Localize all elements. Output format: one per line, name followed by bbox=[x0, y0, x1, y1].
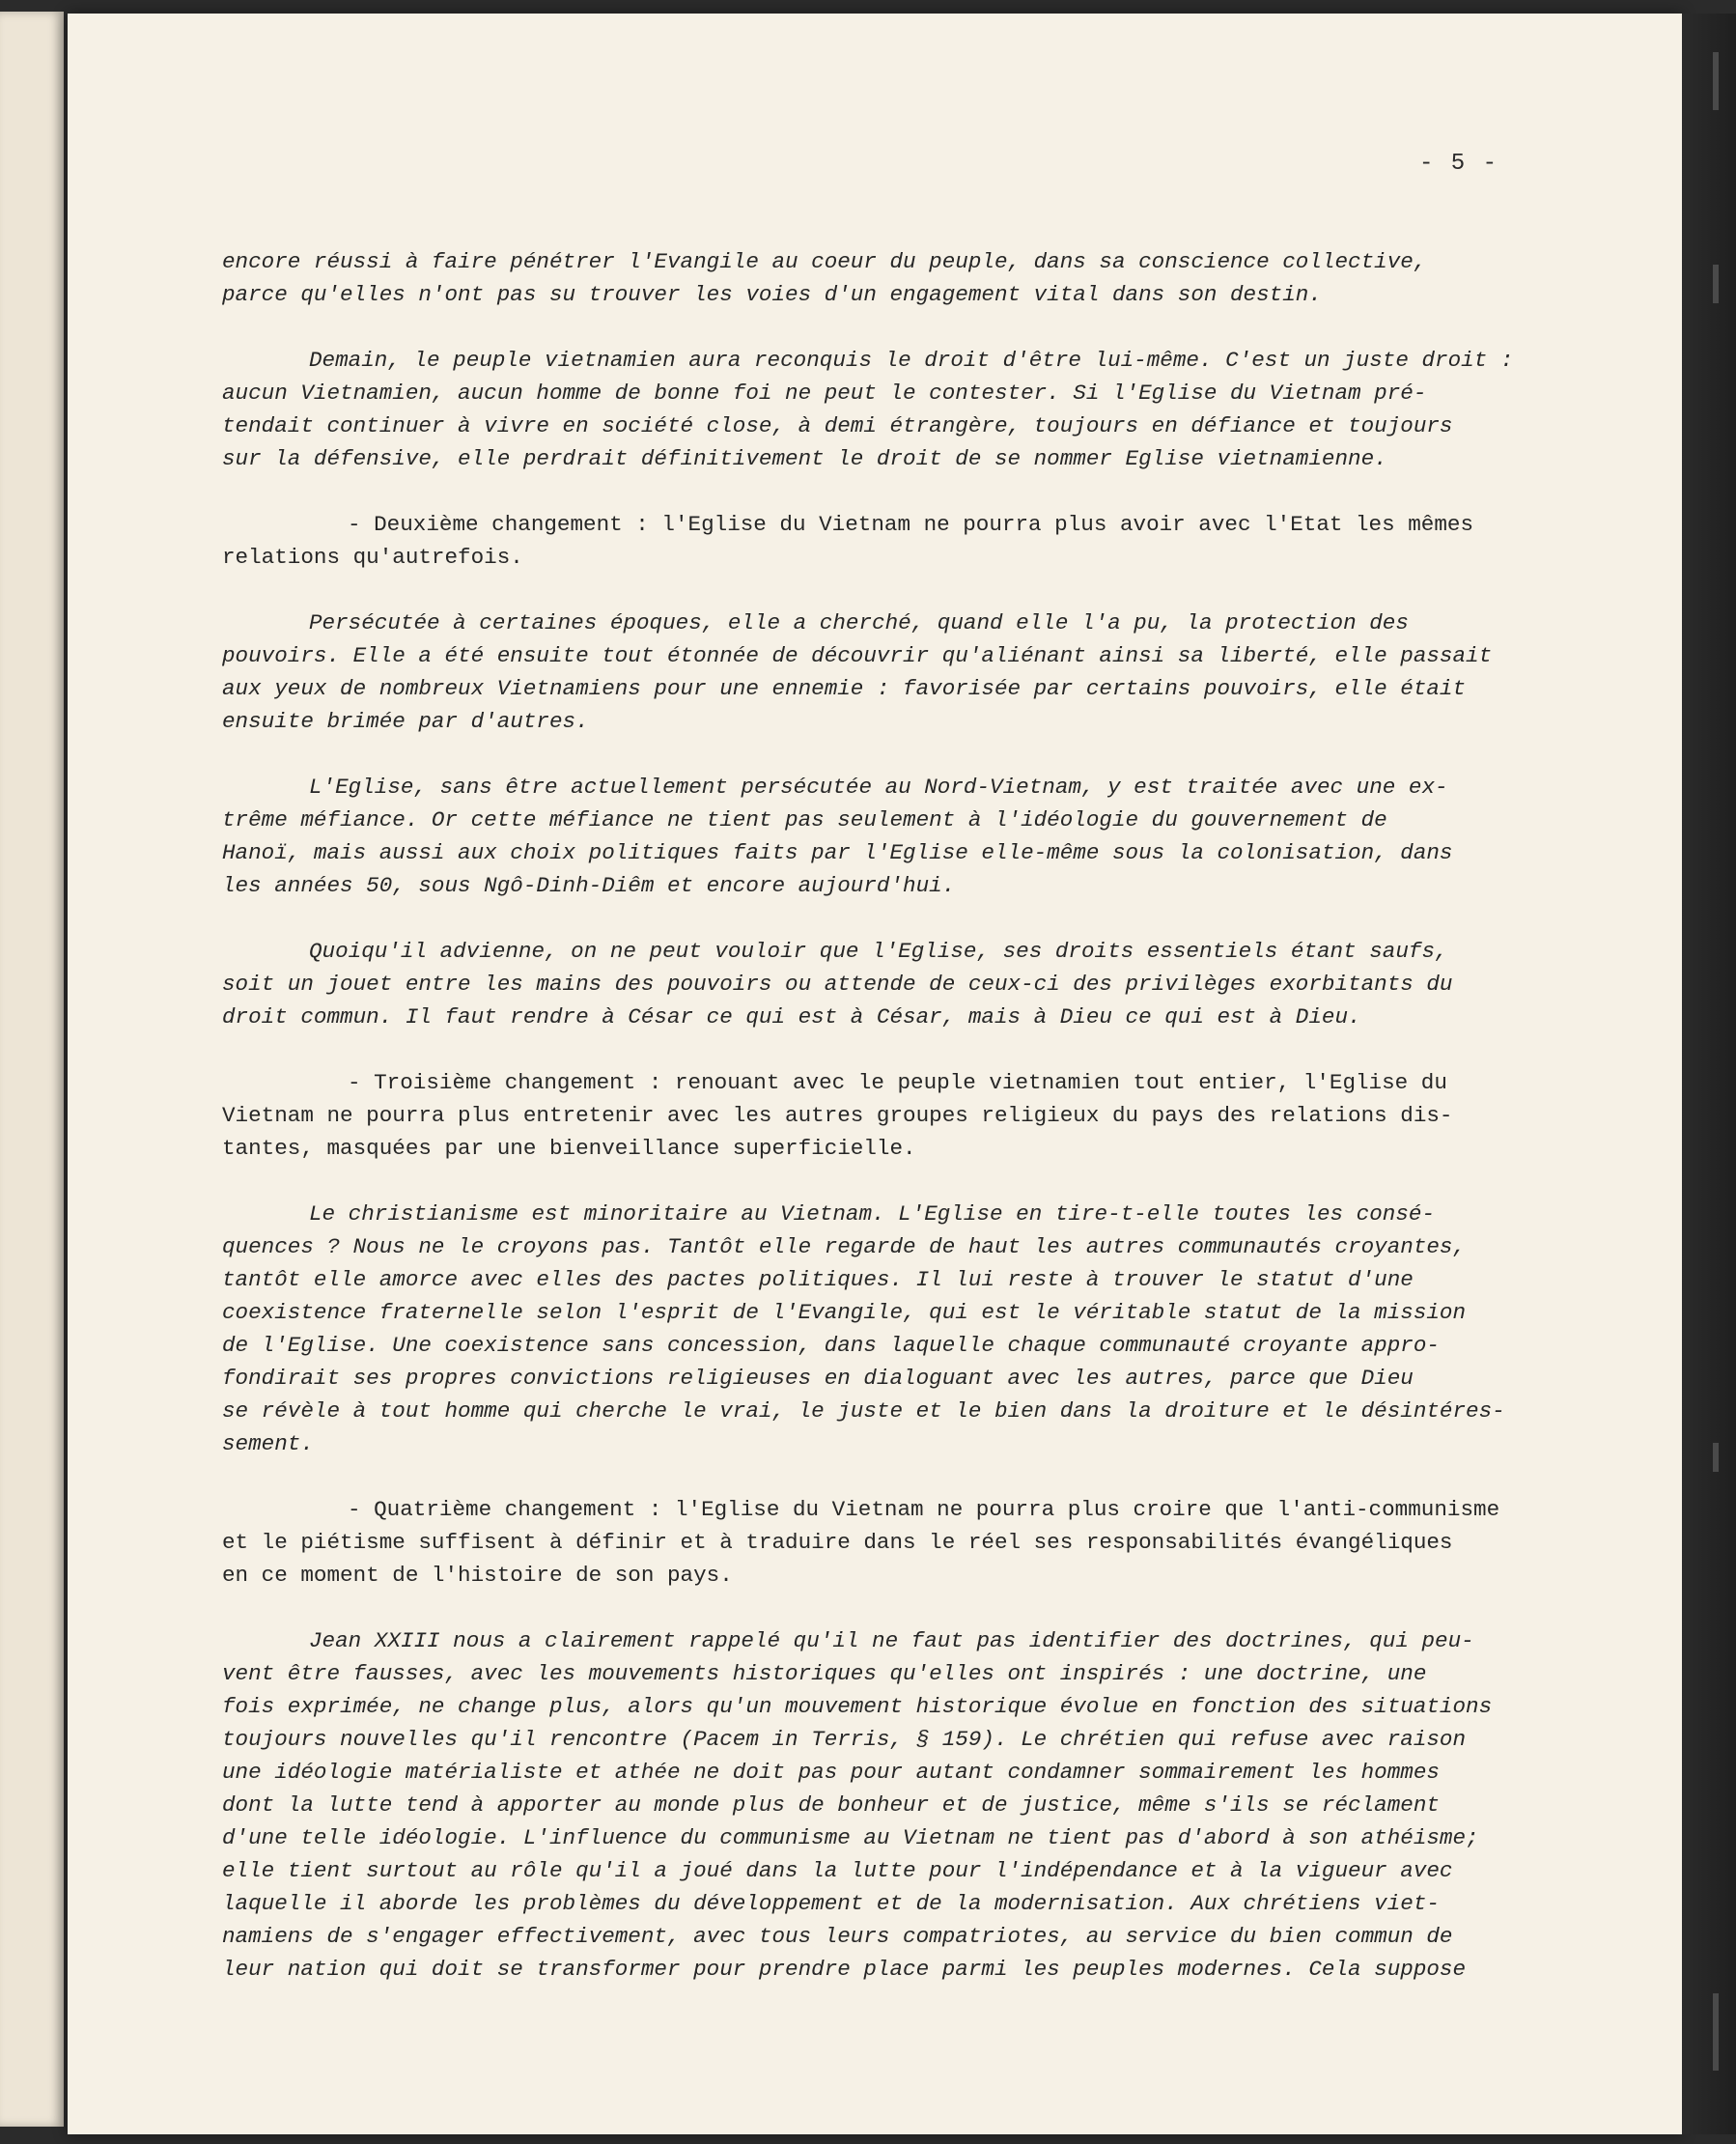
binding-mark bbox=[1713, 52, 1719, 110]
paragraph-jean-xxiii: Jean XXIII nous a clairement rappelé qu'il ne faut pas identifier des doctrines, qui peu- vent être fausses, avec les mouvements historiques qu'elles ont inspirés : une doctrine, une fois exprimée, ne change plus, alors qu'un mouvement historique évolue en fonction des situations toujours nouvelles qu'il rencontre (Pacem in Terris, § 159). Le chrétien qui refuse avec raison une idéologie matérialiste et athée ne doit pas pour autant condamner sommairement les hommes dont la lutte tend à apporter au monde plus de bonheur et de justice, même s'ils se réclament d'une telle idéologie. L'influence du communisme au Vietnam ne tient pas d'abord à son athéisme; elle tient surtout au rôle qu'il a joué dans la lutte pour l'indépendance et à la vigueur avec laquelle il aborde les problèmes du développement et de la modernisation. Aux chrétiens viet- namiens de s'engager effectivement, avec tous leurs compatriotes, au service du bien commun de leur nation qui doit se transformer pour prendre place parmi les peuples modernes. Cela suppose bbox=[222, 1628, 1493, 1982]
paragraph-demain: Demain, le peuple vietnamien aura reconquis le droit d'être lui-même. C'est un juste droit : aucun Vietnamien, aucun homme de bonne foi ne peut le contester. Si l'Eglise du Vietnam pré- tendait continuer à vivre en société close, à demi étrangère, toujours en défiance et toujours sur la défensive, elle perdrait définitivement le droit de se nommer Eglise vietnamienne. bbox=[222, 348, 1514, 471]
binding-mark bbox=[1713, 1443, 1719, 1472]
paragraph-quatrieme-changement: - Quatrième changement : l'Eglise du Vietnam ne pourra plus croire que l'anti-communisme et le piétisme suffisent à définir et à traduire dans le réel ses responsabilités évangéliques en ce moment de l'histoire de son pays. bbox=[222, 1497, 1500, 1588]
previous-page-edge bbox=[0, 12, 64, 2127]
paragraph-quoiquil: Quoiqu'il advienne, on ne peut vouloir que l'Eglise, ses droits essentiels étant saufs, soit un jouet entre les mains des pouvoirs ou attende de ceux-ci des privilèges exorbitants du droit commun. Il faut rendre à César ce qui est à César, mais à Dieu ce qui est à Dieu. bbox=[222, 939, 1453, 1030]
scanner-edge bbox=[1682, 14, 1736, 2134]
document-page bbox=[68, 14, 1682, 2134]
paragraph-continuation: encore réussi à faire pénétrer l'Evangile au coeur du peuple, dans sa conscience collective, parce qu'elles n'ont pas su trouver les voies d'un engagement vital dans son destin. bbox=[222, 249, 1427, 307]
binding-mark bbox=[1713, 265, 1719, 303]
paragraph-nord-vietnam: L'Eglise, sans être actuellement persécutée au Nord-Vietnam, y est traitée avec une ex- trême méfiance. Or cette méfiance ne tient pas seulement à l'idéologie du gouvernement de Hanoï, mais aussi aux choix politiques faits par l'Eglise elle-même sous la colonisation, dans les années 50, sous Ngô-Dinh-Diêm et encore aujourd'hui. bbox=[222, 775, 1453, 898]
paragraph-christianisme: Le christianisme est minoritaire au Vietnam. L'Eglise en tire-t-elle toutes les consé- quences ? Nous ne le croyons pas. Tantôt elle regarde de haut les autres communautés croyantes, tantôt elle amorce avec elles des pactes politiques. Il lui reste à trouver le statut d'une coexistence fraternelle selon l'esprit de l'Evangile, qui est le véritable statut de la mission de l'Eglise. Une coexistence sans concession, dans laquelle chaque communauté croyante appro- fondirait ses propres convictions religieuses en dialoguant avec les autres, parce que Dieu se révèle à tout homme qui cherche le vrai, le juste et le bien dans la droiture et le désintéres- sement. bbox=[222, 1201, 1505, 1456]
page-body bbox=[222, 245, 1622, 2018]
binding-mark bbox=[1713, 1993, 1719, 2071]
paragraph-troisieme-changement: - Troisième changement : renouant avec le peuple vietnamien tout entier, l'Eglise du Vietnam ne pourra plus entretenir avec les autres groupes religieux du pays des relations dis- tantes, masquées par une bienveillance superficielle. bbox=[222, 1070, 1453, 1161]
page-number: - 5 - bbox=[1418, 151, 1498, 177]
paragraph-persecutee: Persécutée à certaines époques, elle a cherché, quand elle l'a pu, la protection des pouvoirs. Elle a été ensuite tout étonnée de découvrir qu'aliénant ainsi sa liberté, elle passait aux yeux de nombreux Vietnamiens pour une ennemie : favorisée par certains pouvoirs, elle était ensuite brimée par d'autres. bbox=[222, 610, 1493, 734]
paragraph-deuxieme-changement: - Deuxième changement : l'Eglise du Vietnam ne pourra plus avoir avec l'Etat les mêmes relations qu'autrefois. bbox=[222, 512, 1474, 570]
